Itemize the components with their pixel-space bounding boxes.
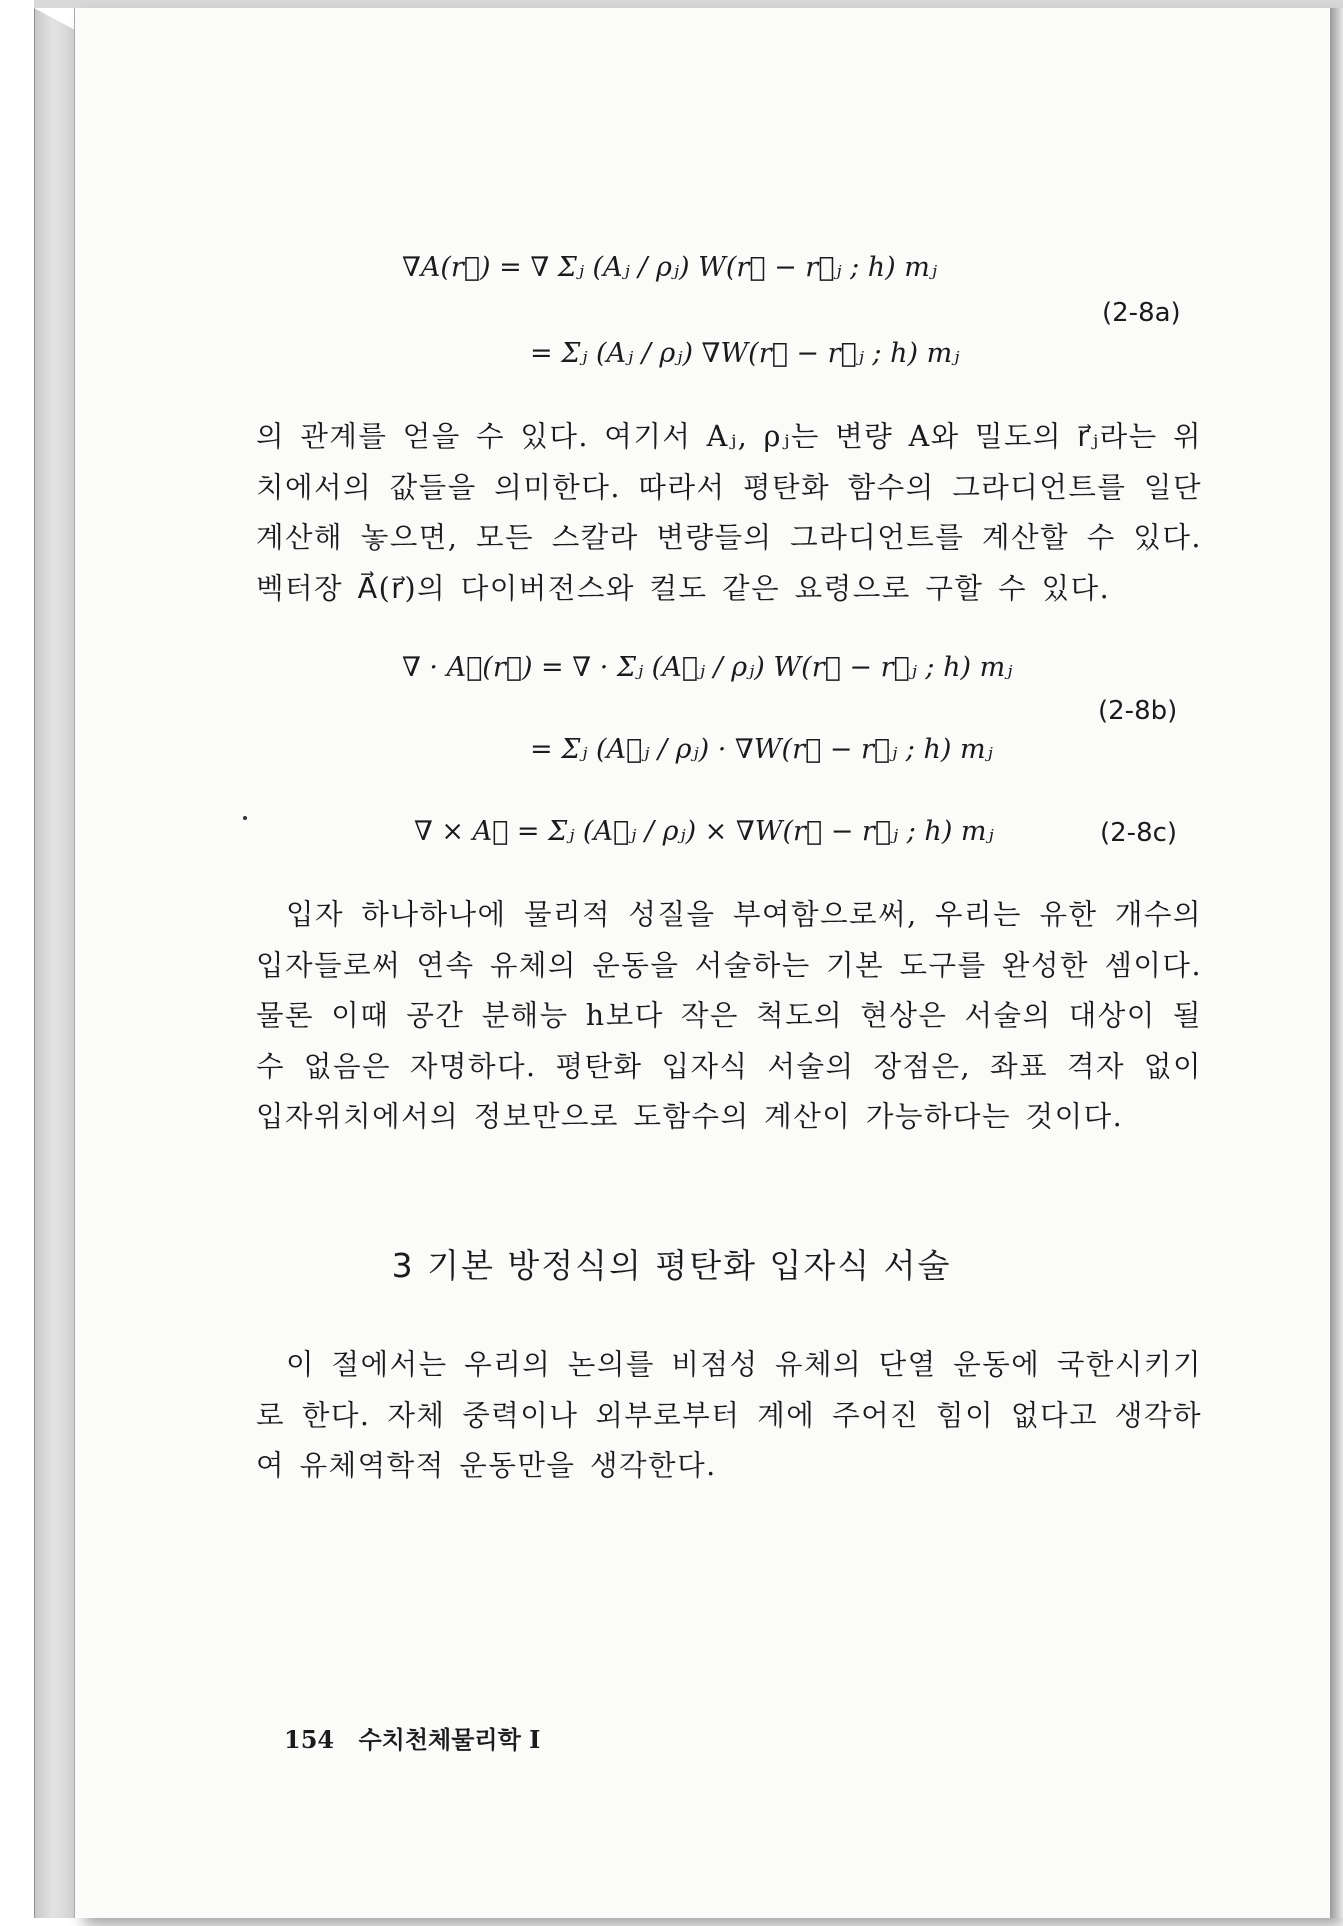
- paragraph-3: 이 절에서는 우리의 논의를 비점성 유체의 단열 운동에 국한시키기로 한다. 자체 중력이나 외부로부터 계에 주어진 힘이 없다고 생각하여 유체역학적 운동만을 생각한다.: [256, 1348, 1202, 1482]
- equation-2-8b-line-1: ∇ · A⃗(r⃗) = ∇ · Σⱼ (A⃗ⱼ / ρⱼ) W(r⃗ − r⃗ⱼ ; h) mⱼ: [402, 652, 1013, 683]
- equation-2-8c-line-1: ∇ × A⃗ = Σⱼ (A⃗ⱼ / ρⱼ) × ∇W(r⃗ − r⃗ⱼ ; h) mⱼ: [414, 816, 994, 847]
- equation-2-8a-line-1: ∇A(r⃗) = ∇ Σⱼ (Aⱼ / ρⱼ) W(r⃗ − r⃗ⱼ ; h) mⱼ: [402, 252, 938, 283]
- page-footer: [284, 1720, 540, 1755]
- section-heading: 3 기본 방정식의 평탄화 입자식 서술: [391, 1246, 952, 1285]
- paragraph-1: 의 관계를 얻을 수 있다. 여기서 Aⱼ, ρⱼ는 변량 A와 밀도의 r⃗ⱼ라는 위치에서의 값들을 의미한다. 따라서 평탄화 함수의 그라디언트를 일단 계산해 놓으면, 모든 스칼라 변량들의 그라디언트를 계산할 수 있다. 벡터장 A⃗(r⃗)의 다이버전스와 컬도 같은 요령으로 구할 수 있다.: [256, 420, 1202, 605]
- equation-2-8c-label: (2-8c): [1100, 818, 1178, 848]
- stray-dot: [243, 816, 247, 820]
- page-right-edge: [1330, 8, 1343, 1918]
- equation-2-8a-line-2: = Σⱼ (Aⱼ / ρⱼ) ∇W(r⃗ − r⃗ⱼ ; h) mⱼ: [530, 338, 960, 369]
- book-title: 수치천체물리학 Ⅰ: [358, 1725, 541, 1754]
- equation-2-8b-label: (2-8b): [1098, 696, 1178, 726]
- equation-2-8a-label: (2-8a): [1102, 298, 1181, 328]
- book-spine: [34, 8, 75, 1918]
- book-top-edge: [34, 0, 1343, 8]
- equation-2-8b-line-2: = Σⱼ (A⃗ⱼ / ρⱼ) · ∇W(r⃗ − r⃗ⱼ ; h) mⱼ: [530, 734, 993, 765]
- page-number: 154: [284, 1725, 335, 1754]
- paragraph-2: 입자 하나하나에 물리적 성질을 부여함으로써, 우리는 유한 개수의 입자들로써 연속 유체의 운동을 서술하는 기본 도구를 완성한 셈이다. 물론 이때 공간 분해능 h보다 작은 척도의 현상은 서술의 대상이 될 수 없음은 자명하다. 평탄화 입자식 서술의 장점은, 좌표 격자 없이 입자위치에서의 정보만으로 도함수의 계산이 가능하다는 것이다.: [256, 898, 1202, 1133]
